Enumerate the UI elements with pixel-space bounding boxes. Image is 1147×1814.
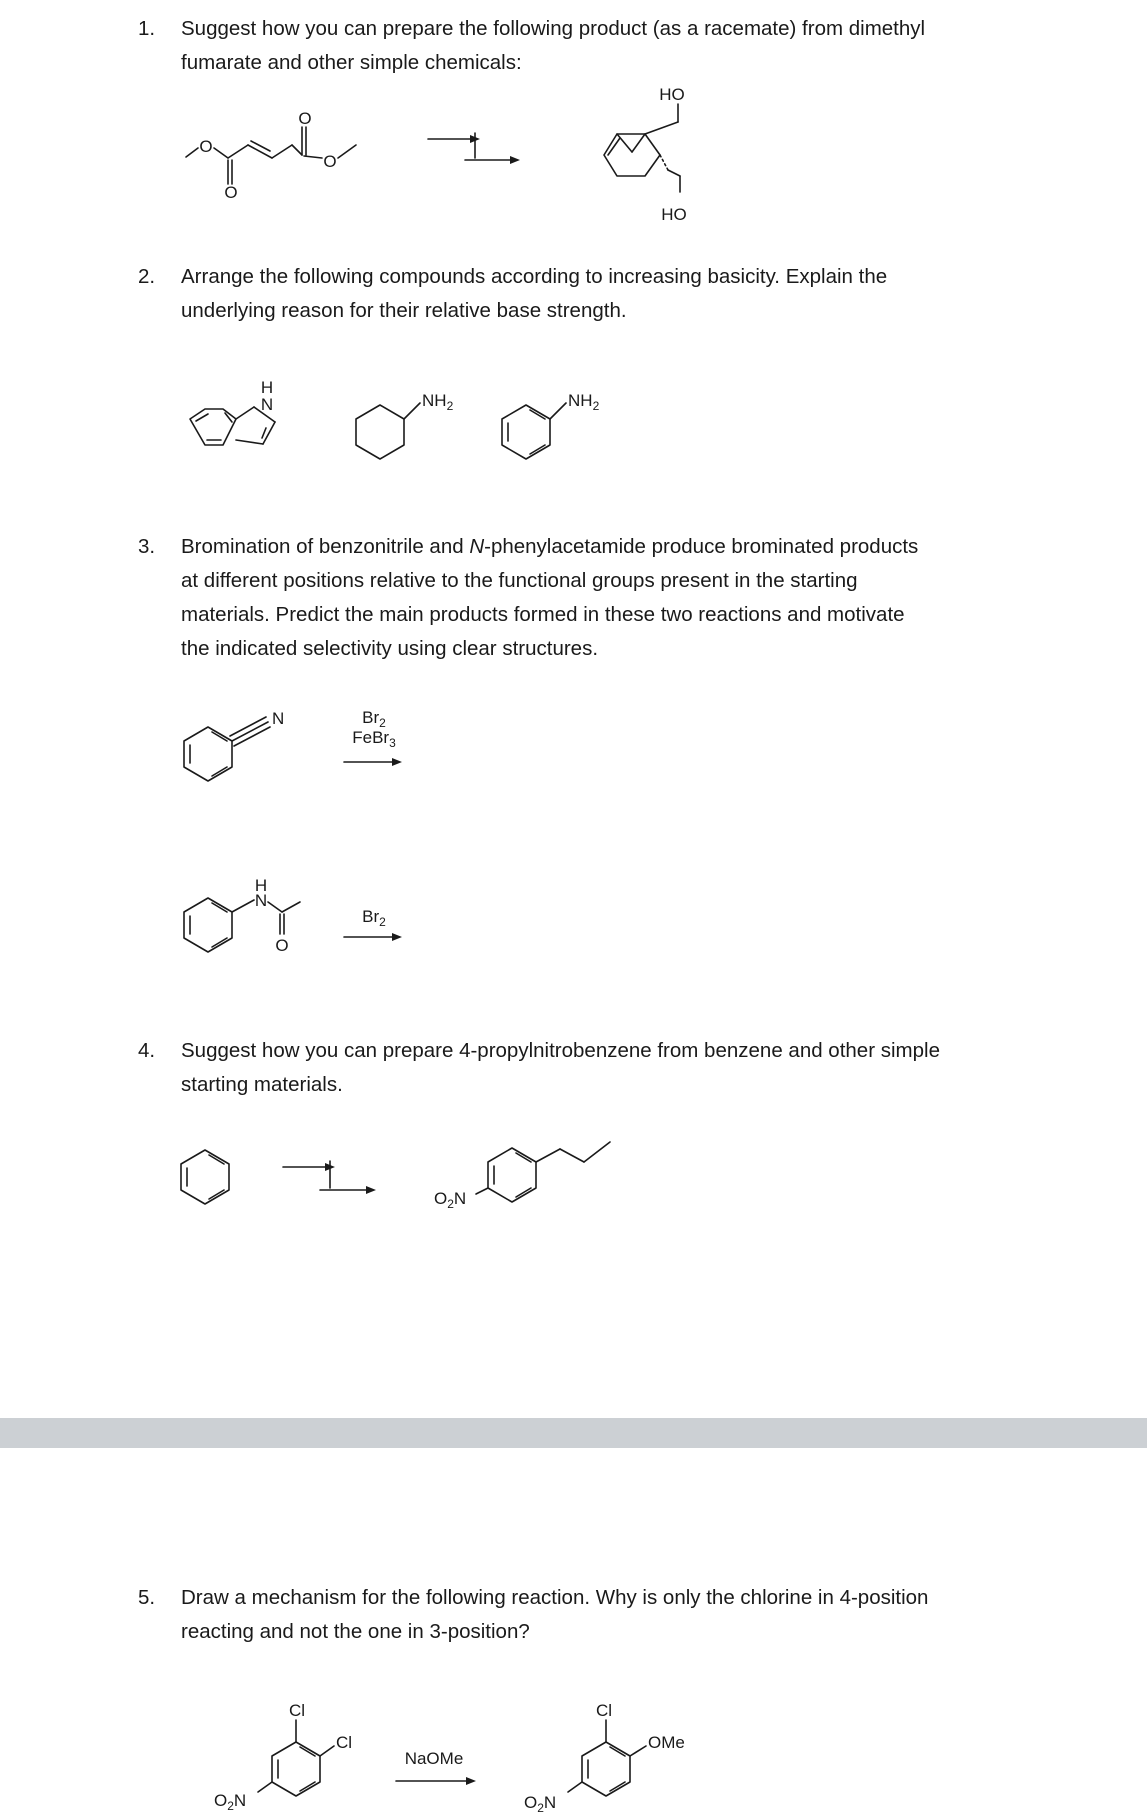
hydrogen-label: H <box>254 876 268 895</box>
hydrogen-label: H <box>260 378 274 397</box>
nitro-label: $O_2N$ <box>524 1793 557 1814</box>
n-phenylacetamide-structure <box>184 876 300 955</box>
benzene-structure <box>181 1150 229 1204</box>
nitro-label: $O_2N$ <box>214 1791 247 1813</box>
question-number: 1. <box>138 17 156 40</box>
amino-label: $NH_2$ <box>422 391 454 413</box>
nitrogen-label: N <box>260 395 274 414</box>
reagent-label: $Br_2$ <box>362 907 386 929</box>
amino-label: $NH_2$ <box>568 391 600 413</box>
carbonyl-oxygen-label: O <box>224 183 238 202</box>
chlorine-label: Cl <box>288 1701 306 1720</box>
reagent-label: NaOMe <box>404 1749 464 1768</box>
chlorine-label: Cl <box>336 1733 353 1752</box>
nitro-label: $O_2N$ <box>434 1189 467 1211</box>
section-divider <box>0 1418 1147 1448</box>
hydroxyl-label: HO <box>661 205 687 224</box>
question-4-scheme <box>0 1120 1147 1220</box>
question-number: 5. <box>138 1586 156 1609</box>
question-text: Draw a mechanism for the following reaction. Why is only the chlorine in 4-position reacting and not the one in 3-position? <box>181 1586 929 1643</box>
cyclohexylamine-structure <box>356 391 454 459</box>
aniline-structure <box>502 391 600 459</box>
question-text: Arrange the following compounds according to increasing basicity. Explain the underlying reason for their relative base strength. <box>181 265 888 322</box>
reagent-label: $Br_2$ <box>362 708 386 730</box>
4-propylnitrobenzene-structure <box>434 1142 610 1211</box>
catalyst-label: FeBr$_3$ <box>352 728 396 750</box>
bicyclic-diol-structure <box>604 85 687 224</box>
question-number: 2. <box>138 265 156 288</box>
question-number: 3. <box>138 535 156 558</box>
chlorine-label: Cl <box>595 1701 613 1720</box>
question-text: Suggest how you can prepare 4-propylnitrobenzene from benzene and other simple starting materials. <box>181 1039 940 1096</box>
multistep-arrow <box>428 133 520 164</box>
question-text: Bromination of benzonitrile and N-phenylacetamide produce brominated products at different positions relative to the functional groups present in the starting materials. Predict the main products formed in these two reactions and motivate the indicated selectivity using clear structures. <box>181 535 919 660</box>
benzonitrile-structure <box>184 709 284 781</box>
dichloronitrobenzene-structure <box>214 1701 352 1813</box>
ester-oxygen-label: O <box>323 152 337 171</box>
multistep-arrow <box>283 1161 376 1194</box>
question-number: 4. <box>138 1039 156 1062</box>
nitrile-nitrogen-label: N <box>272 709 285 728</box>
carbonyl-oxygen-label: O <box>275 936 289 955</box>
bromination-arrow-2 <box>344 907 402 941</box>
methoxy-label: OMe <box>648 1733 685 1752</box>
reaction-arrow <box>396 1749 476 1785</box>
carbonyl-oxygen-label: O <box>298 109 312 128</box>
indole-structure <box>190 378 275 445</box>
chloro-methoxy-nitrobenzene-structure <box>524 1701 685 1814</box>
question-5-scheme <box>0 1690 1147 1814</box>
nitrogen-label: N <box>254 891 268 910</box>
question-1-scheme <box>0 80 1147 230</box>
dimethyl-fumarate-structure <box>186 109 356 202</box>
bromination-arrow-1 <box>344 708 402 766</box>
question-2-compounds <box>0 370 1147 480</box>
hydroxyl-label: HO <box>659 85 685 104</box>
question-text: Suggest how you can prepare the following product (as a racemate) from dimethyl fumarate and other simple chemicals: <box>181 17 926 74</box>
question-3-reactions <box>0 690 1147 970</box>
ester-oxygen-label: O <box>199 137 213 156</box>
